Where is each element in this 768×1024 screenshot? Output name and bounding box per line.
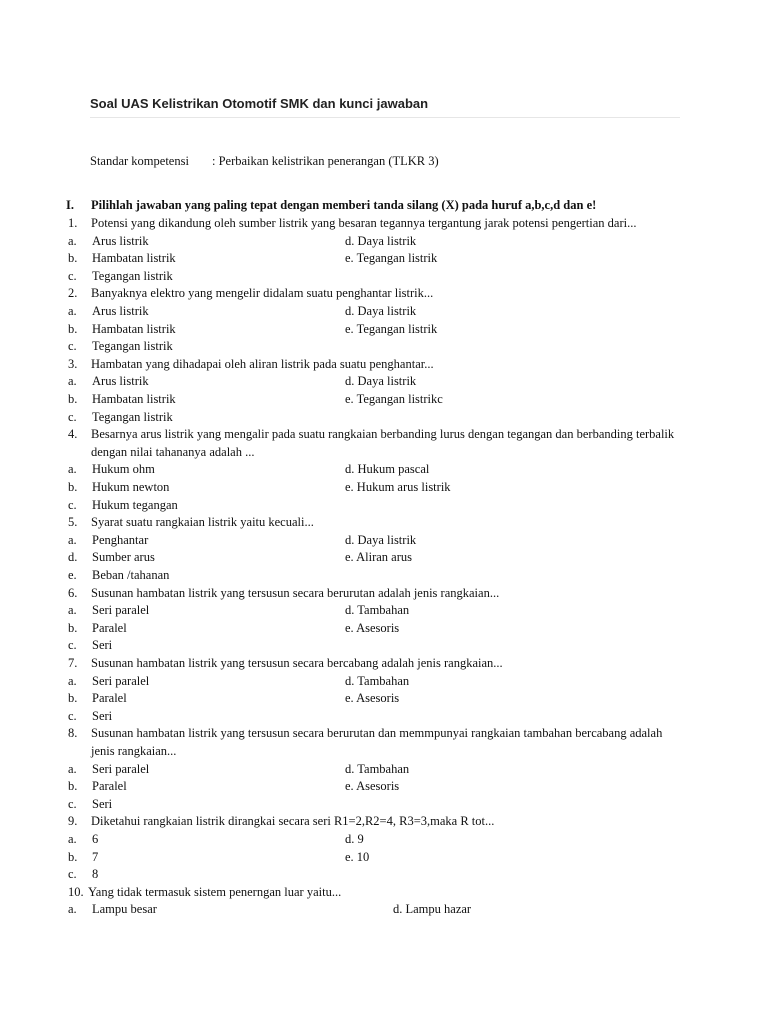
option-letter: a. xyxy=(68,532,77,547)
question-text: jenis rangkaian... xyxy=(91,744,177,758)
question-text: Susunan hambatan listrik yang tersusun secara berurutan adalah jenis rangkaian... xyxy=(91,585,500,600)
option-letter: a. xyxy=(68,673,77,688)
option-text: Hambatan listrik xyxy=(92,321,176,336)
option-text: Arus listrik xyxy=(92,233,149,248)
question-number: 6. xyxy=(68,585,78,600)
option-text-right: e. Hukum arus listrik xyxy=(345,480,451,494)
option-letter: a. xyxy=(68,304,77,318)
option-text: Hukum ohm xyxy=(92,462,155,477)
question-number: 4. xyxy=(68,427,78,442)
option-text: Beban /tahanan xyxy=(92,568,170,582)
option-text: 7 xyxy=(92,849,99,864)
question-number: 5. xyxy=(68,515,78,530)
option-text: Seri paralel xyxy=(92,673,150,688)
option-text-right: d. 9 xyxy=(345,832,364,846)
option-text: Penghantar xyxy=(92,532,149,547)
option-text-right: d. Tambahan xyxy=(345,761,410,776)
option-letter: b. xyxy=(68,251,78,266)
option-letter: c. xyxy=(68,268,77,283)
option-letter: a. xyxy=(68,902,77,917)
option-text: Seri xyxy=(92,638,113,653)
option-letter: a. xyxy=(68,374,77,389)
option-text: Seri xyxy=(92,796,113,811)
option-letter: b. xyxy=(68,779,78,794)
option-letter: a. xyxy=(68,832,77,846)
option-text-right: e. Aliran arus xyxy=(345,550,412,565)
question-text: Susunan hambatan listrik yang tersusun secara bercabang adalah jenis rangkaian... xyxy=(91,656,503,670)
option-text-right: d. Daya listrik xyxy=(345,233,417,248)
option-letter: c. xyxy=(68,638,77,653)
option-letter: c. xyxy=(68,409,77,424)
option-text: Paralel xyxy=(92,779,127,794)
option-text: Arus listrik xyxy=(92,304,149,318)
option-text-right: e. Tegangan listrikc xyxy=(345,392,443,406)
question-text: Diketahui rangkaian listrik dirangkai secara seri R1=2,R2=4, R3=3,maka R tot... xyxy=(91,814,495,829)
document-title: Soal UAS Kelistrikan Otomotif SMK dan kunci jawaban xyxy=(90,96,429,111)
option-text-right: e. 10 xyxy=(345,849,370,864)
option-letter: b. xyxy=(68,392,78,406)
option-text: Seri xyxy=(92,708,113,723)
option-text: Tegangan listrik xyxy=(92,409,173,424)
option-letter: b. xyxy=(68,691,78,706)
option-text: Hambatan listrik xyxy=(92,392,176,406)
option-text-right: d. Daya listrik xyxy=(345,304,417,318)
option-text: Hukum newton xyxy=(92,480,170,494)
question-text: Hambatan yang dihadapai oleh aliran listrik pada suatu penghantar... xyxy=(91,356,434,371)
option-text: Sumber arus xyxy=(92,550,155,565)
option-text-right: e. Tegangan listrik xyxy=(345,251,438,266)
question-text: Syarat suatu rangkaian listrik yaitu kecuali... xyxy=(91,515,314,530)
option-text-right: e. Asesoris xyxy=(345,691,400,706)
question-text: Besarnya arus listrik yang mengalir pada suatu rangkaian berbanding lurus dengan tegangan dan berbanding terbalik xyxy=(91,427,675,442)
option-letter: a. xyxy=(68,603,77,618)
question-number: 10. xyxy=(68,884,84,899)
option-text-right: e. Asesoris xyxy=(345,620,400,635)
option-text: Seri paralel xyxy=(92,761,150,776)
option-text: Tegangan listrik xyxy=(92,339,173,354)
option-text: Seri paralel xyxy=(92,603,150,618)
option-text: Hambatan listrik xyxy=(92,251,176,266)
option-text-right: d. Daya listrik xyxy=(345,532,417,547)
option-letter: c. xyxy=(68,708,77,723)
option-letter: a. xyxy=(68,233,77,248)
option-letter: c. xyxy=(68,339,77,354)
option-text: Paralel xyxy=(92,620,127,635)
option-text: Arus listrik xyxy=(92,374,149,389)
question-number: 7. xyxy=(68,656,78,670)
option-letter: b. xyxy=(68,321,78,336)
option-letter: a. xyxy=(68,761,77,776)
option-text: Hukum tegangan xyxy=(92,497,178,512)
option-text: 6 xyxy=(92,832,99,846)
option-letter: b. xyxy=(68,620,78,635)
option-letter: a. xyxy=(68,462,77,477)
question-number: 8. xyxy=(68,726,78,741)
question-number: 1. xyxy=(68,216,78,230)
option-letter: b. xyxy=(68,849,78,864)
question-number: 2. xyxy=(68,286,78,301)
option-letter: c. xyxy=(68,796,77,811)
option-text: 8 xyxy=(92,867,99,882)
question-number: 9. xyxy=(68,814,78,829)
question-number: 3. xyxy=(68,356,78,371)
section-number: I. xyxy=(66,198,74,212)
option-text-right: d. Tambahan xyxy=(345,603,410,618)
option-letter: d. xyxy=(68,550,78,565)
question-text: Susunan hambatan listrik yang tersusun secara berurutan dan memmpunyai rangkaian tambahan bercabang adalah xyxy=(91,726,663,741)
option-text-right: e. Asesoris xyxy=(345,779,400,794)
question-text: Yang tidak termasuk sistem penerngan luar yaitu... xyxy=(88,884,342,899)
question-text: dengan nilai tahananya adalah ... xyxy=(91,444,255,459)
option-text-right: d. Hukum pascal xyxy=(345,462,430,477)
option-text-right: d. Tambahan xyxy=(345,673,410,688)
option-text-right: e. Tegangan listrik xyxy=(345,321,438,336)
option-letter: b. xyxy=(68,480,78,494)
option-text-right: d. Daya listrik xyxy=(345,374,417,389)
title-divider xyxy=(90,117,680,118)
question-text: Banyaknya elektro yang mengelir didalam suatu penghantar listrik... xyxy=(91,286,434,301)
standar-kompetensi-label: Standar kompetensi xyxy=(90,154,189,168)
question-text: Potensi yang dikandung oleh sumber listrik yang besaran tegannya tergantung jarak potensi pengertian dari... xyxy=(91,216,637,230)
option-letter: e. xyxy=(68,568,77,582)
option-letter: c. xyxy=(68,867,77,882)
option-text-right: d. Lampu hazar xyxy=(393,902,472,917)
option-text: Lampu besar xyxy=(92,902,157,917)
option-text: Tegangan listrik xyxy=(92,268,173,283)
instruction-text: Pilihlah jawaban yang paling tepat dengan memberi tanda silang (X) pada huruf a,b,c,d dan e! xyxy=(91,198,597,212)
standar-kompetensi-value: : Perbaikan kelistrikan penerangan (TLKR 3) xyxy=(212,154,439,168)
option-text: Paralel xyxy=(92,691,127,706)
option-letter: c. xyxy=(68,497,77,512)
